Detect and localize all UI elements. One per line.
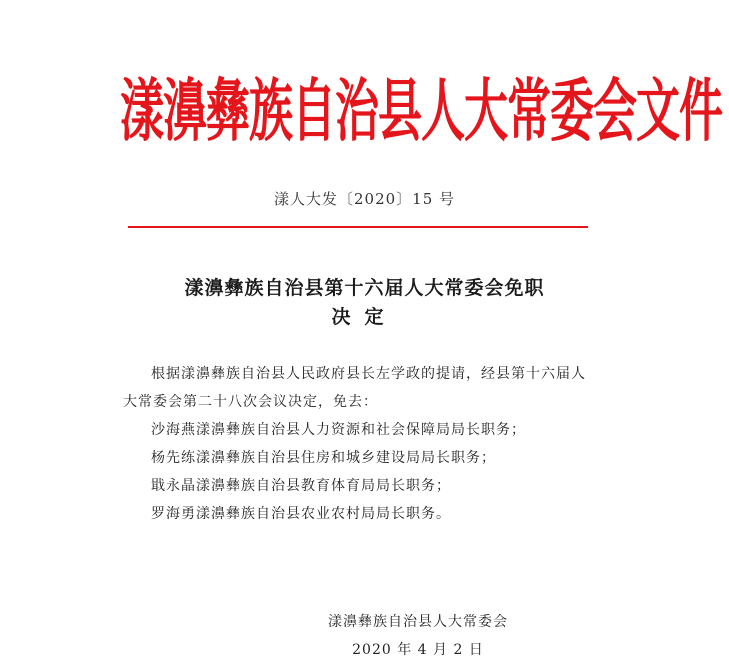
- body-paragraph-1: 根据漾濞彝族自治县人民政府县长左学政的提请，经县第十六届人大常委会第二十八次会议决定，免去：: [123, 366, 586, 410]
- body-paragraph-5: 罗海勇漾濞彝族自治县农业农村局局长职务。: [151, 506, 451, 522]
- body-paragraph-2: 沙海燕漾濞彝族自治县人力资源和社会保障局局长职务；: [151, 422, 526, 438]
- body-paragraph-3: 杨先练漾濞彝族自治县住房和城乡建设局局长职务；: [151, 450, 496, 466]
- signature-block: [308, 608, 528, 664]
- masthead-title: 漾濞彝族自治县人大常委会文件: [120, 72, 722, 152]
- title-line-1: 漾濞彝族自治县第十六届人大常委会免职: [184, 277, 545, 299]
- signature-date: 2020 年 4 月 2 日: [352, 642, 484, 658]
- document-number: 漾人大发〔2020〕15 号: [273, 190, 456, 208]
- document-title: [0, 274, 729, 332]
- red-divider-rule: [128, 226, 588, 228]
- signature-organization: 漾濞彝族自治县人大常委会: [328, 614, 508, 630]
- document-body: [123, 360, 593, 528]
- body-paragraph-4: 戢永晶漾濞彝族自治县教育体育局局长职务；: [151, 478, 451, 494]
- title-line-2: 决定: [331, 306, 398, 328]
